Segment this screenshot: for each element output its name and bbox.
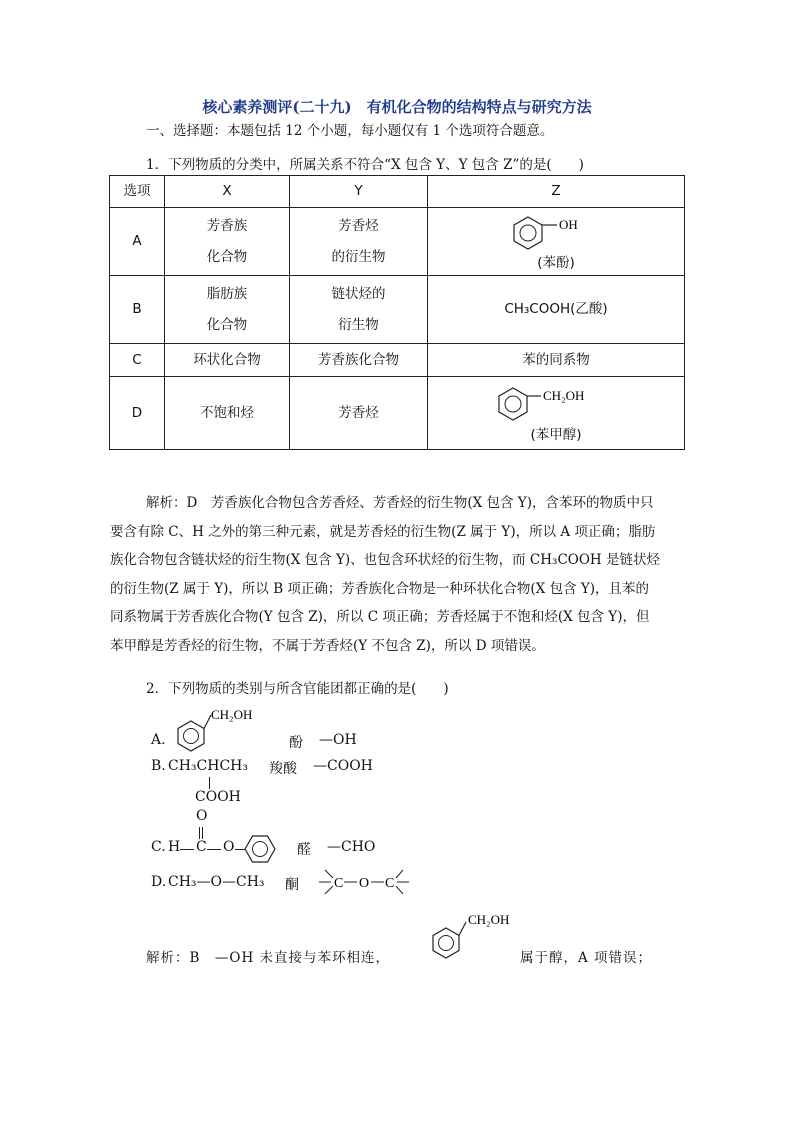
option-c-carbonyl-o: O <box>196 808 208 824</box>
option-a <box>149 703 409 755</box>
option-cell: A <box>110 208 165 276</box>
y-cell: 链状烃的 衍生物 <box>290 276 428 344</box>
option-a-label: A. <box>151 732 166 748</box>
phenol-oh-label: OH <box>559 216 578 232</box>
header-x: X <box>165 176 290 208</box>
option-d-label: D. <box>151 874 167 890</box>
option-b-bond <box>209 777 210 789</box>
option-c <box>149 808 409 864</box>
x-cell: 脂肪族 化合物 <box>165 276 290 344</box>
option-cell: B <box>110 276 165 344</box>
x-cell: 环状化合物 <box>165 344 290 377</box>
x-cell: 不饱和烃 <box>165 377 290 450</box>
phenol-structure-icon <box>501 213 611 253</box>
benzyl-alcohol-icon <box>426 908 526 964</box>
option-b-class: 羧酸 <box>269 761 297 777</box>
option-b-branch: COOH <box>195 789 241 805</box>
ether-c1: C <box>334 876 344 891</box>
benzyl-alcohol-structure-icon <box>491 384 621 424</box>
table-row <box>110 276 685 344</box>
ether-group-icon <box>319 862 414 902</box>
option-d-class: 酮 <box>285 877 299 893</box>
option-c-group: —CHO <box>327 839 376 855</box>
y-cell: 芳香族化合物 <box>290 344 428 377</box>
analysis-prefix: 解析：B —OH 未直接与苯环相连， <box>146 950 391 966</box>
analysis-line: 族化合物包含链状烃的衍生物(X 包含 Y)、也包含环状烃的衍生物，而 CH₃COOH 是链状烃 <box>110 552 660 568</box>
question-1-stem: 1．下列物质的分类中，所属关系不符合“X 包含 Y、Y 包含 Z”的是( ) <box>146 157 584 173</box>
analysis-line: 要含有除 C、H 之外的第三种元素，就是芳香烃的衍生物(Z 属于 Y)，所以 A 项正确；脂肪 <box>110 523 656 540</box>
option-c-label: C. <box>151 839 166 855</box>
option-b-label: B. <box>151 758 166 774</box>
option-cell: C <box>110 344 165 377</box>
option-c-h: H <box>168 839 181 855</box>
z-cell: CH₃COOH(乙酸) <box>428 276 685 344</box>
option-d <box>149 862 419 902</box>
table-row <box>110 344 685 377</box>
question-1-analysis <box>110 489 660 660</box>
y-cell: 芳香烃 的衍生物 <box>290 208 428 276</box>
option-c-c: C <box>196 839 207 855</box>
y-cell: 芳香烃 <box>290 377 428 450</box>
option-a-group: —OH <box>319 732 357 748</box>
option-c-class: 醛 <box>297 842 311 858</box>
ether-o: O <box>359 876 370 891</box>
question-2-stem: 2．下列物质的类别与所含官能团都正确的是( ) <box>146 681 449 697</box>
analysis-line: 苯甲醇是芳香烃的衍生物，不属于芳香烃(Y 不包含 Z)，所以 D 项错误。 <box>110 637 545 654</box>
option-cell: D <box>110 377 165 450</box>
page-title: 核心素养测评(二十九) 有机化合物的结构特点与研究方法 <box>202 98 592 116</box>
table-header-row <box>110 176 685 208</box>
z-cell <box>428 377 685 450</box>
z-cell: 苯的同系物 <box>428 344 685 377</box>
header-option: 选项 <box>110 176 165 208</box>
classification-table <box>109 175 685 450</box>
header-y: Y <box>290 176 428 208</box>
option-d-formula: CH₃—O—CH₃ <box>168 874 265 890</box>
header-z: Z <box>428 176 685 208</box>
section-heading: 一、选择题：本题包括 12 个小题，每小题仅有 1 个选项符合题意。 <box>146 123 554 139</box>
benzyl-ch2oh-label: CH₂OH <box>543 388 585 403</box>
benzyl-alcohol-icon <box>171 703 261 755</box>
phenyl-ring-icon <box>244 834 276 864</box>
phenol-name: (苯酚) <box>537 254 575 271</box>
option-a-substituent: CH₂OH <box>211 707 253 722</box>
analysis-substituent: CH₂OH <box>468 912 510 927</box>
analysis-line: 同系物属于芳香族化合物(Y 包含 Z)，所以 C 项正确；芳香烃属于不饱和烃(X 包含 Y)，但 <box>110 609 650 625</box>
table-row <box>110 377 685 450</box>
ether-c2: C <box>385 876 395 891</box>
z-cell <box>428 208 685 276</box>
option-b <box>149 758 409 808</box>
benzyl-alcohol-name: (苯甲醇) <box>530 427 582 443</box>
option-b-formula: CH₃CHCH₃ <box>168 758 248 774</box>
table-row <box>110 208 685 276</box>
analysis-line: 解析：D 芳香族化合物包含芳香烃、芳香烃的衍生物(X 包含 Y)，含苯环的物质中只 <box>146 495 654 511</box>
option-b-group: —COOH <box>313 758 373 774</box>
option-a-class: 酚 <box>289 735 303 751</box>
analysis-line: 的衍生物(Z 属于 Y)，所以 B 项正确；芳香族化合物是一种环状化合物(X 包含 Y)，且苯的 <box>110 580 650 597</box>
x-cell: 芳香族 化合物 <box>165 208 290 276</box>
question-2-analysis <box>146 908 676 968</box>
analysis-suffix: 属于醇，A 项错误； <box>520 950 653 966</box>
option-c-o: O <box>223 839 235 855</box>
